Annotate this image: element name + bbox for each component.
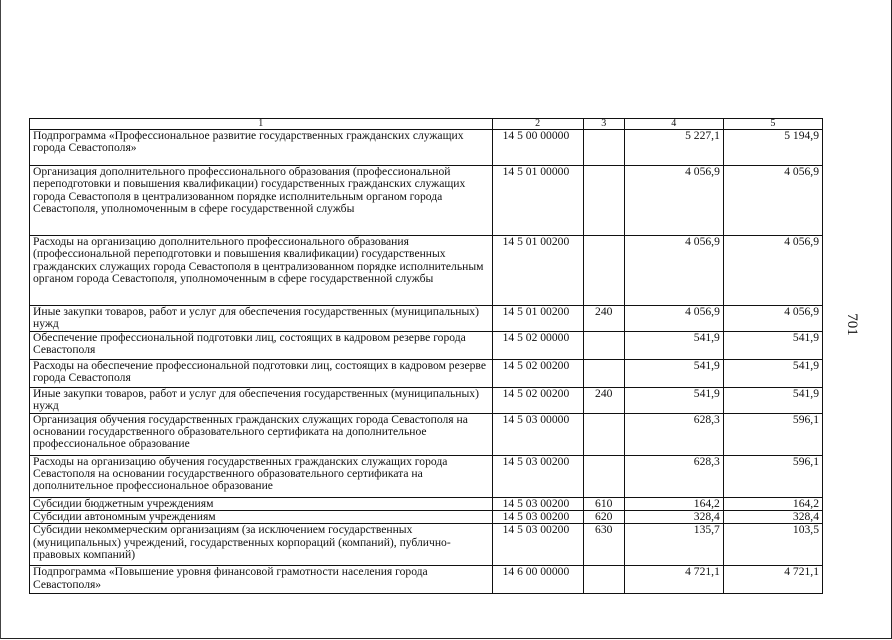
table-row xyxy=(30,413,823,455)
row-value-2022-cell: 541,9 xyxy=(624,359,723,387)
table-header-row xyxy=(30,119,823,130)
row-value-2023-cell: 103,5 xyxy=(723,524,822,566)
table-row xyxy=(30,306,823,332)
table-row xyxy=(30,566,823,594)
row-type-cell xyxy=(583,166,624,236)
header-cell-4: 4 xyxy=(624,119,723,130)
header-cell-3: 3 xyxy=(583,119,624,130)
row-code-cell: 14 5 03 00200 xyxy=(492,455,583,497)
row-type-cell xyxy=(583,566,624,594)
row-name-cell: Расходы на организацию обучения государственных гражданских служащих города Севастополя на основании государственного образовательного сертификата на дополнительное профессиональное образование xyxy=(30,455,493,497)
row-code-cell: 14 5 01 00000 xyxy=(492,166,583,236)
table-row xyxy=(30,166,823,236)
row-value-2022-cell: 328,4 xyxy=(624,511,723,524)
table-row xyxy=(30,524,823,566)
row-name-cell: Подпрограмма «Повышение уровня финансовой грамотности населения города Севастополя» xyxy=(30,566,493,594)
header-cell-1: 1 xyxy=(30,119,493,130)
row-value-2023-cell: 4 056,9 xyxy=(723,236,822,306)
row-value-2023-cell: 5 194,9 xyxy=(723,130,822,166)
row-name-cell: Организация дополнительного профессионального образования (профессиональной переподготовки и повышения квалификации) государственных гражданских служащих города Севастополя в централизованном порядке исполнительным органом города Севастополя, уполномоченным в сфере государственной службы xyxy=(30,166,493,236)
row-value-2022-cell: 541,9 xyxy=(624,331,723,359)
row-type-cell xyxy=(583,130,624,166)
row-code-cell: 14 5 00 00000 xyxy=(492,130,583,166)
row-name-cell: Расходы на организацию дополнительного профессионального образования (профессиональной переподготовки и повышения квалификации) государственных гражданских служащих города Севастополя в централизованном порядке исполнительным органом города Севастополя, уполномоченным в сфере государственной службы xyxy=(30,236,493,306)
row-code-cell: 14 5 01 00200 xyxy=(492,306,583,332)
row-name-cell: Субсидии бюджетным учреждениям xyxy=(30,497,493,510)
row-code-cell: 14 5 02 00200 xyxy=(492,359,583,387)
row-code-cell: 14 5 03 00200 xyxy=(492,524,583,566)
header-cell-2: 2 xyxy=(492,119,583,130)
row-name-cell: Обеспечение профессиональной подготовки лиц, состоящих в кадровом резерве города Севастополя xyxy=(30,331,493,359)
row-type-cell: 630 xyxy=(583,524,624,566)
row-value-2022-cell: 4 721,1 xyxy=(624,566,723,594)
table-row xyxy=(30,455,823,497)
row-value-2022-cell: 135,7 xyxy=(624,524,723,566)
row-type-cell: 620 xyxy=(583,511,624,524)
row-value-2022-cell: 4 056,9 xyxy=(624,236,723,306)
table-row xyxy=(30,359,823,387)
row-type-cell xyxy=(583,331,624,359)
row-type-cell xyxy=(583,413,624,455)
row-value-2022-cell: 628,3 xyxy=(624,455,723,497)
row-value-2023-cell: 541,9 xyxy=(723,331,822,359)
row-name-cell: Расходы на обеспечение профессиональной подготовки лиц, состоящих в кадровом резерве города Севастополя xyxy=(30,359,493,387)
row-value-2023-cell: 596,1 xyxy=(723,455,822,497)
row-value-2023-cell: 596,1 xyxy=(723,413,822,455)
row-code-cell: 14 5 03 00200 xyxy=(492,497,583,510)
row-name-cell: Субсидии некоммерческим организациям (за исключением государственных (муниципальных) учреждений, государственных корпораций (компаний), публично-правовых компаний) xyxy=(30,524,493,566)
row-type-cell xyxy=(583,359,624,387)
row-value-2023-cell: 541,9 xyxy=(723,359,822,387)
row-code-cell: 14 5 01 00200 xyxy=(492,236,583,306)
row-name-cell: Субсидии автономным учреждениям xyxy=(30,511,493,524)
row-code-cell: 14 6 00 00000 xyxy=(492,566,583,594)
row-name-cell: Организация обучения государственных гражданских служащих города Севастополя на основании государственного образовательного сертификата на дополнительное профессиональное образование xyxy=(30,413,493,455)
table-row xyxy=(30,511,823,524)
row-type-cell: 610 xyxy=(583,497,624,510)
row-value-2022-cell: 541,9 xyxy=(624,387,723,413)
row-name-cell: Иные закупки товаров, работ и услуг для обеспечения государственных (муниципальных) нужд xyxy=(30,306,493,332)
row-value-2023-cell: 541,9 xyxy=(723,387,822,413)
row-value-2022-cell: 164,2 xyxy=(624,497,723,510)
table-row xyxy=(30,130,823,166)
row-type-cell xyxy=(583,236,624,306)
row-value-2022-cell: 4 056,9 xyxy=(624,306,723,332)
row-code-cell: 14 5 03 00200 xyxy=(492,511,583,524)
header-cell-5: 5 xyxy=(723,119,822,130)
row-value-2022-cell: 5 227,1 xyxy=(624,130,723,166)
row-value-2023-cell: 4 056,9 xyxy=(723,306,822,332)
row-type-cell: 240 xyxy=(583,387,624,413)
row-value-2023-cell: 164,2 xyxy=(723,497,822,510)
row-code-cell: 14 5 03 00000 xyxy=(492,413,583,455)
row-type-cell xyxy=(583,455,624,497)
row-value-2022-cell: 628,3 xyxy=(624,413,723,455)
row-value-2023-cell: 328,4 xyxy=(723,511,822,524)
budget-table xyxy=(29,118,823,594)
row-value-2022-cell: 4 056,9 xyxy=(624,166,723,236)
row-value-2023-cell: 4 721,1 xyxy=(723,566,822,594)
row-name-cell: Иные закупки товаров, работ и услуг для обеспечения государственных (муниципальных) нужд xyxy=(30,387,493,413)
row-type-cell: 240 xyxy=(583,306,624,332)
row-value-2023-cell: 4 056,9 xyxy=(723,166,822,236)
table-body xyxy=(30,119,823,594)
row-name-cell: Подпрограмма «Профессиональное развитие государственных гражданских служащих города Севастополя» xyxy=(30,130,493,166)
page-number: 701 xyxy=(843,313,860,336)
table-row xyxy=(30,497,823,510)
table-row xyxy=(30,331,823,359)
table-row xyxy=(30,387,823,413)
row-code-cell: 14 5 02 00200 xyxy=(492,387,583,413)
row-code-cell: 14 5 02 00000 xyxy=(492,331,583,359)
table-row xyxy=(30,236,823,306)
